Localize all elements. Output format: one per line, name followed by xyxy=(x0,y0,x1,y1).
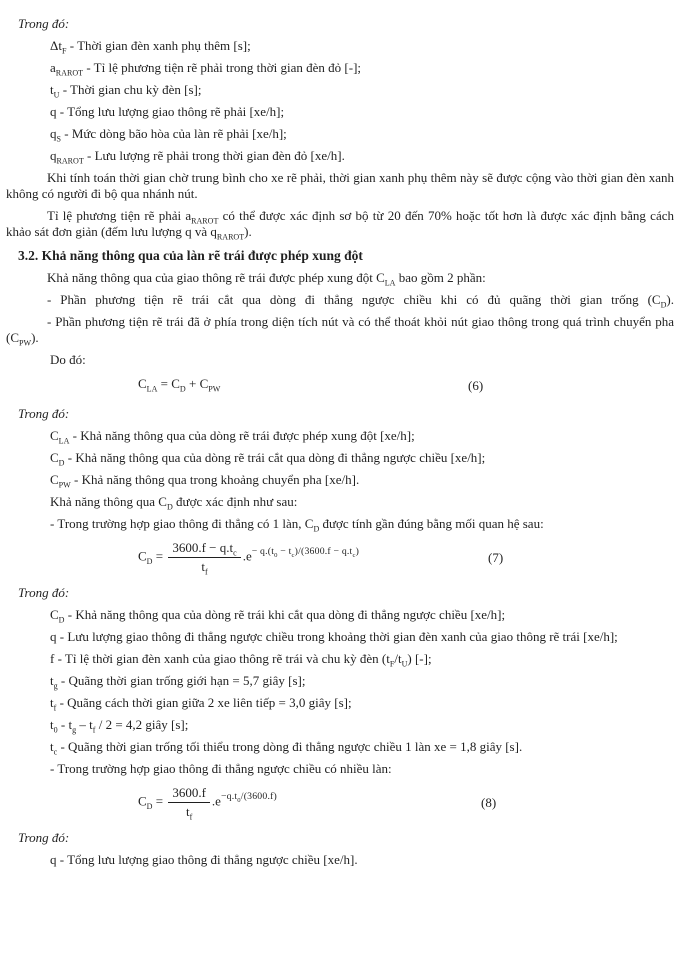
def-q-opposing: q - Lưu lượng giao thông đi thẳng ngược chiều trong khoảng thời gian đèn xanh của giao thông rẽ trái [xe/h]; xyxy=(50,629,618,644)
formula-6-row xyxy=(6,376,674,396)
formula-7-row xyxy=(6,540,674,575)
def-tg: $t_g$ - Quãng thời gian trống giới hạn = 5,7 giây [s]; xyxy=(50,673,306,691)
def-cd: $C_D$ - Khả năng thông qua của dòng rẽ trái cắt qua dòng đi thẳng ngược chiều [xe/h]; xyxy=(50,450,486,468)
note-label-1: Trong đó: xyxy=(18,16,70,31)
def-cd-determine: Khả năng thông qua $C_D$ được xác định như sau: xyxy=(50,494,298,512)
para-cpw-part: - Phần phương tiện rẽ trái đã ở phía trong diện tích nút và có thể thoát khỏi nút giao thông trong quá trình chuyển pha $(C_{PW})$. xyxy=(6,314,674,348)
def-cla: $C_{LA}$ - Khả năng thông qua của dòng rẽ trái được phép xung đột [xe/h]; xyxy=(50,428,415,446)
para-right-turn-ratio: Tỉ lệ phương tiện rẽ phải $a_{RAROT}$ có thể được xác định sơ bộ từ 20 đến 70% hoặc tốt hơn là được xác định bằng cách khảo sát đơn giản (đếm lưu lượng q và $q_{RAROT}$). xyxy=(6,208,674,242)
def-tc: $t_c$ - Quãng thời gian trống tối thiểu trong dòng đi thẳng ngược chiều 1 làn xe = 1,8 giây [s]. xyxy=(50,739,523,757)
do-do-lead-in: Do đó: xyxy=(50,352,86,367)
def-qrarot: $q_{RAROT}$ - Lưu lượng rẽ phải trong thời gian đèn đỏ [xe/h]. xyxy=(50,148,345,166)
def-cpw: $C_{PW}$ - Khả năng thông qua trong khoảng chuyển pha [xe/h]. xyxy=(50,472,360,490)
equation-number-6: (6) xyxy=(468,378,484,393)
def-tu: $t_U$ - Thời gian chu kỳ đèn [s]; xyxy=(50,82,202,100)
para-waiting-time: Khi tính toán thời gian chờ trung bình cho xe rẽ phải, thời gian xanh phụ thêm này sẽ được cộng vào thời gian đèn xanh không có người đi bộ qua nhánh nút. xyxy=(6,170,674,201)
def-f-ratio: f - Tỉ lệ thời gian đèn xanh của giao thông rẽ trái và chu kỳ đèn $(t_F/t_U)$ [-]; xyxy=(50,651,432,669)
def-ararot: $a_{RAROT}$ - Tỉ lệ phương tiện rẽ phải trong thời gian đèn đỏ [-]; xyxy=(50,60,362,78)
equation-number-8: (8) xyxy=(481,794,497,810)
formula-8-expression: $C_D$ = $\frac{3600.f}{t_f}$ $.e^{-q.t_0/(3600.f)}$ xyxy=(138,785,277,822)
section-heading-3-2: 3.2. Khả năng thông qua của làn rẽ trái được phép xung đột xyxy=(18,248,363,263)
def-one-lane-case: - Trong trường hợp giao thông đi thẳng có 1 làn, $C_D$ được tính gần đúng bằng mối quan hệ sau: xyxy=(50,516,544,534)
note-label-4: Trong đó: xyxy=(18,830,70,845)
def-tf: $t_f$ - Quãng cách thời gian giữa 2 xe liên tiếp = 3,0 giây [s]; xyxy=(50,695,352,713)
def-multi-lane-case: - Trong trường hợp giao thông đi thẳng ngược chiều có nhiều làn: xyxy=(50,761,392,776)
def-delta-tf: $\Delta t_F$ - Thời gian đèn xanh phụ thêm [s]; xyxy=(50,38,251,56)
note-label-2: Trong đó: xyxy=(18,406,70,421)
def-t0: $t_0 - t_g - t_f / 2 = 4,2$ giây [s]; xyxy=(50,717,189,735)
def-qs: $q_S$ - Mức dòng bão hòa của làn rẽ phải [xe/h]; xyxy=(50,126,287,144)
formula-8-row xyxy=(6,785,674,820)
para-cla-intro: Khả năng thông qua của giao thông rẽ trái được phép xung đột $C_{LA}$ bao gồm 2 phần: xyxy=(47,270,486,288)
formula-6-expression: $C_{LA} = C_D + C_{PW}$ xyxy=(138,376,221,394)
formula-7-expression: $C_D$ = $\frac{3600.f - q.t_c}{t_f}$ $.e^{- q.(t_0 - t_c)/(3600.f - q.t_c)}$ xyxy=(138,540,360,577)
def-q-total-opposing: q - Tổng lưu lượng giao thông đi thẳng ngược chiều [xe/h]. xyxy=(50,852,358,867)
def-cd-2: $C_D$ - Khả năng thông qua của dòng rẽ trái khi cắt qua dòng đi thẳng ngược chiều [xe/h]; xyxy=(50,607,506,625)
def-q-right-turn: q - Tổng lưu lượng giao thông rẽ phải [xe/h]; xyxy=(50,104,285,119)
equation-number-7: (7) xyxy=(488,549,504,565)
note-label-3: Trong đó: xyxy=(18,585,70,600)
para-cd-part: - Phần phương tiện rẽ trái cắt qua dòng đi thẳng ngược chiều khi có đủ quãng thời gian trống $(C_D)$. xyxy=(47,292,674,310)
